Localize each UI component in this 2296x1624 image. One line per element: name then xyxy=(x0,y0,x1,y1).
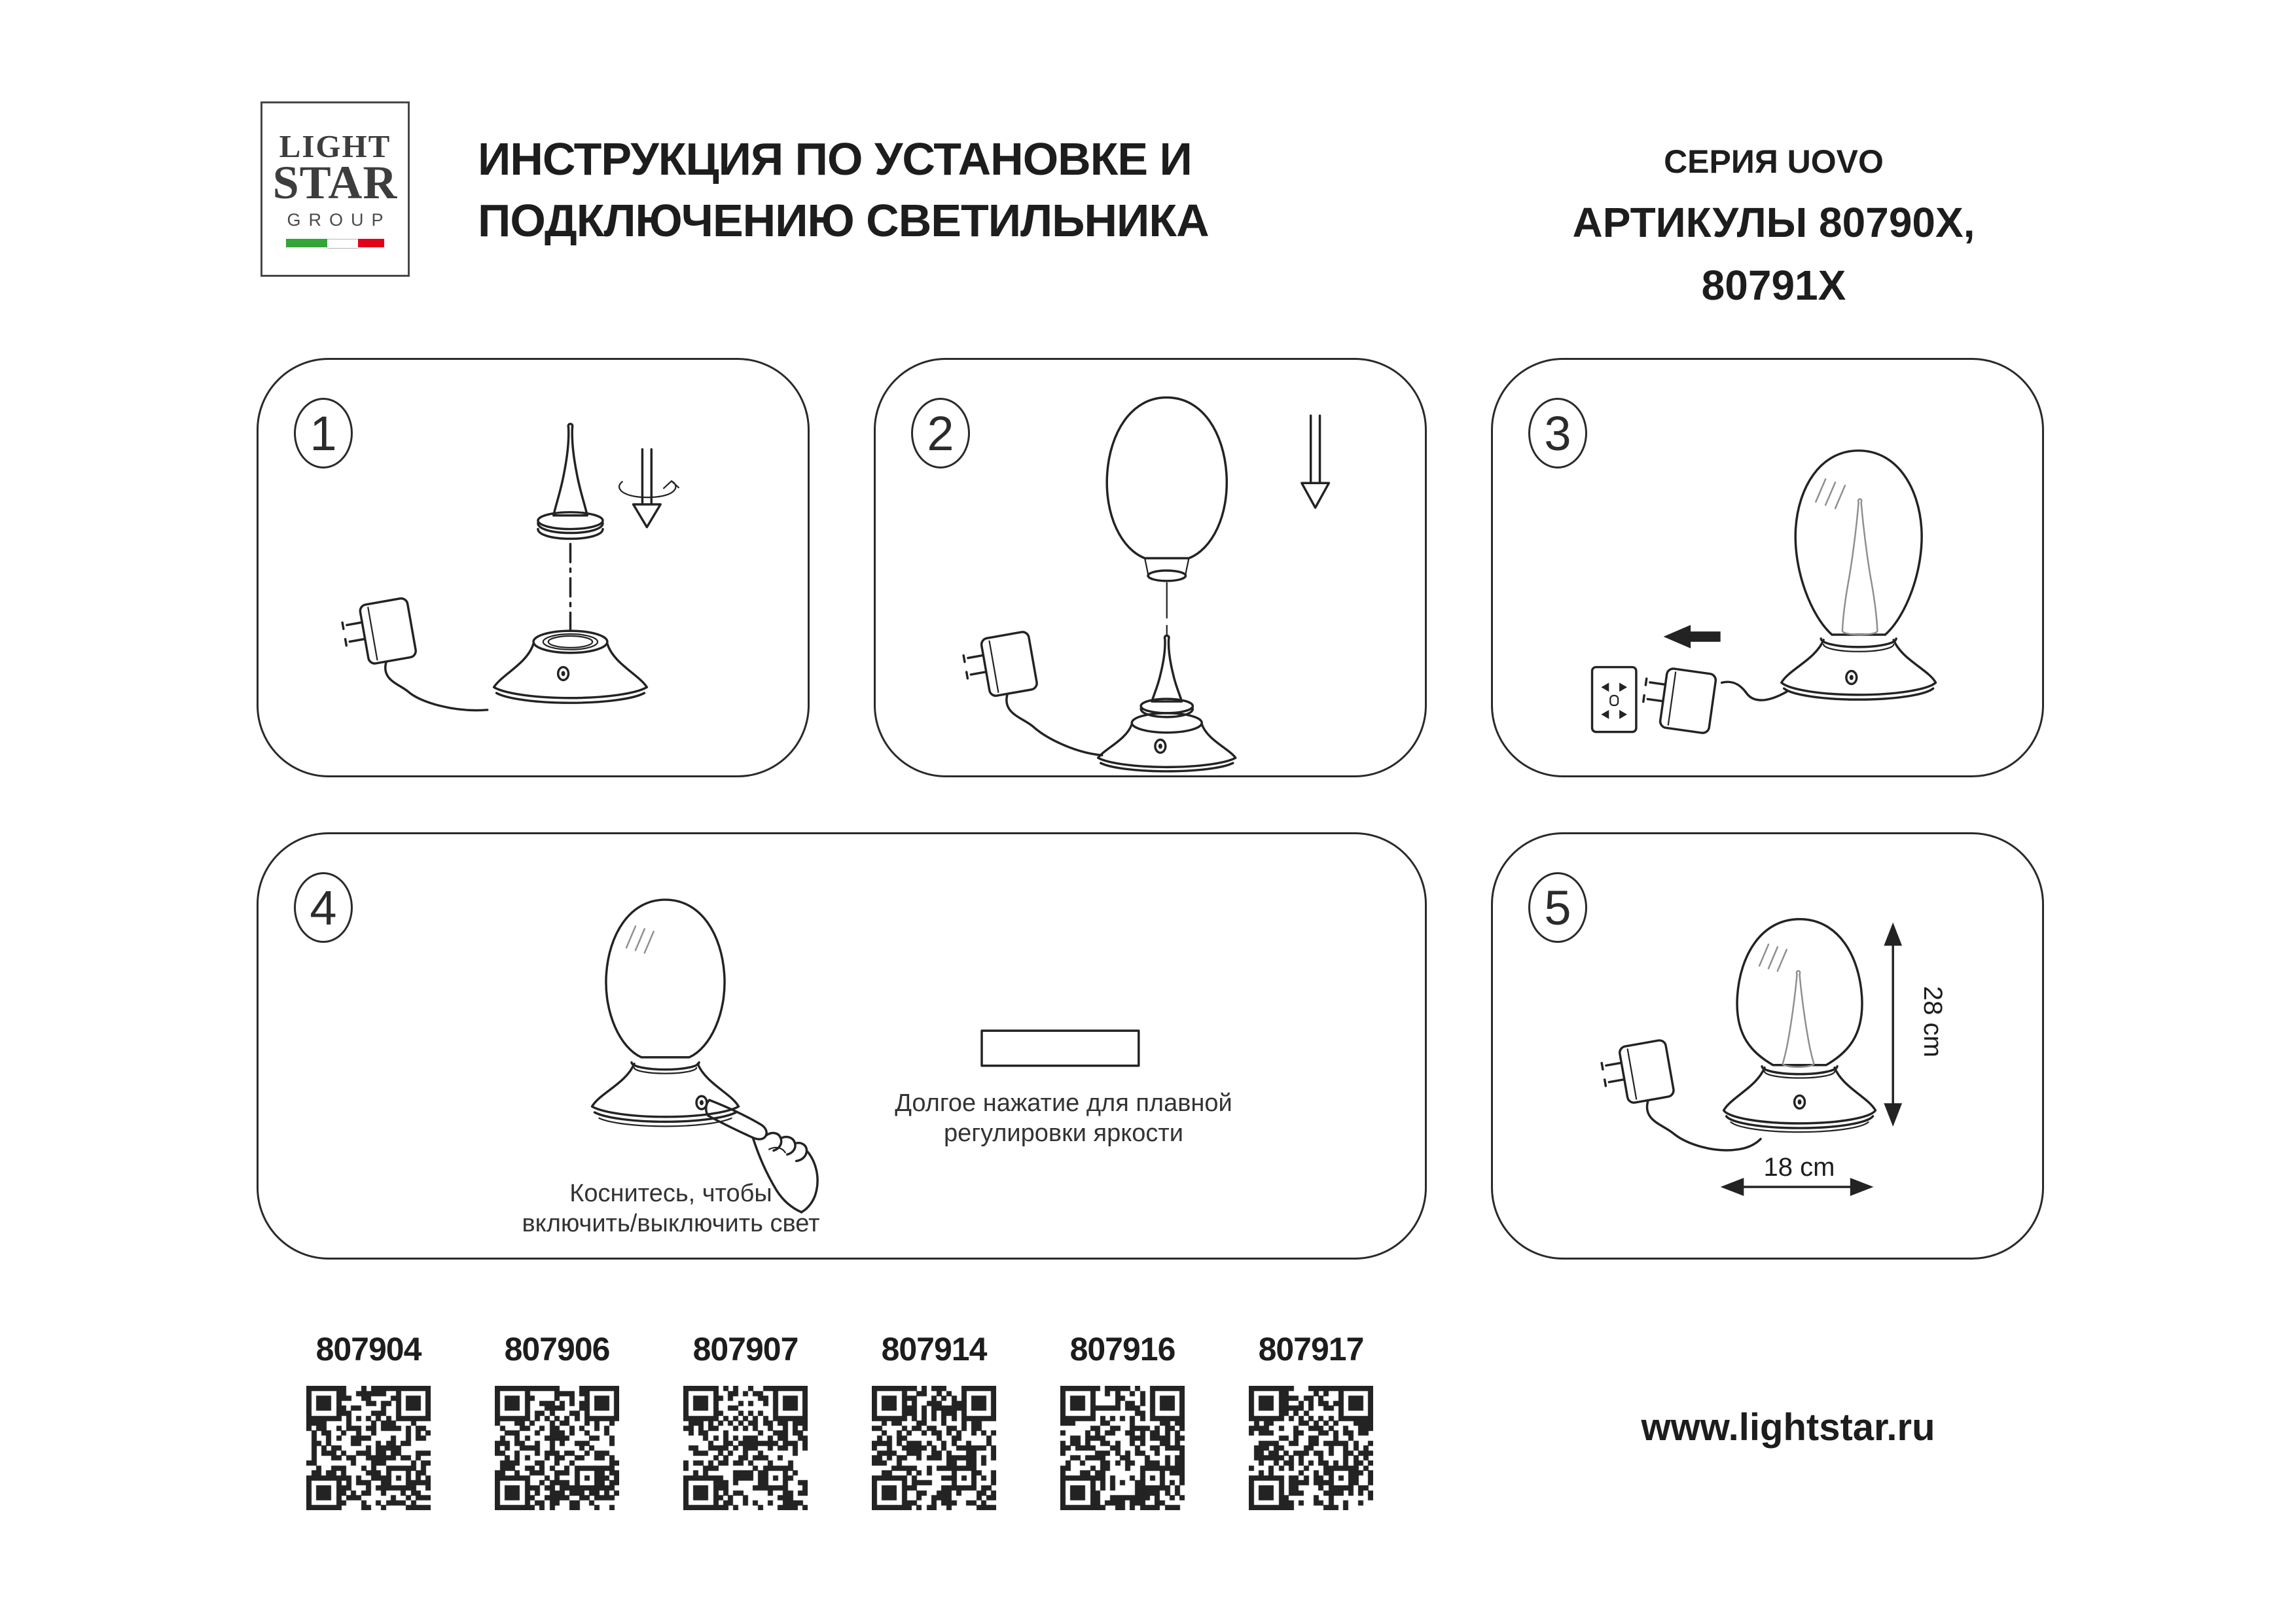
assembled-lamp-icon xyxy=(1724,919,1876,1132)
logo-text-group: GROUP xyxy=(287,209,391,230)
italian-flag-icon xyxy=(286,239,384,247)
step-number-badge xyxy=(294,398,353,468)
article-block xyxy=(1060,1332,1185,1510)
down-arrow-icon xyxy=(1302,415,1329,508)
step-3-panel xyxy=(1491,358,2044,777)
glass-highlight xyxy=(1759,944,1787,971)
step-5-panel xyxy=(1491,832,2044,1260)
power-cord xyxy=(1722,682,1787,700)
series-name: СЕРИЯ UOVO xyxy=(1664,143,1884,180)
inner-spike xyxy=(1842,499,1877,631)
page-title xyxy=(478,128,1209,251)
article-number: 807916 xyxy=(1069,1331,1175,1368)
qr-code xyxy=(1060,1386,1185,1510)
step-1-panel xyxy=(257,358,810,777)
step-number: 1 xyxy=(310,406,337,461)
qr-code xyxy=(683,1386,808,1510)
screw-rotation-arrow-icon xyxy=(619,450,679,527)
assembled-lamp-icon xyxy=(592,900,739,1126)
wall-socket-icon xyxy=(1592,667,1636,732)
lamp-base-icon xyxy=(1098,713,1236,771)
power-adapter-icon xyxy=(1600,1039,1761,1150)
power-cord xyxy=(1647,1101,1761,1150)
qr-code xyxy=(306,1386,431,1510)
step-number-badge xyxy=(1528,872,1587,943)
qr-code xyxy=(1249,1386,1373,1510)
website-url: www.lightstar.ru xyxy=(1641,1406,1935,1449)
flag-white-stripe xyxy=(327,239,358,249)
articles-line2: 80791Х xyxy=(1701,262,1846,309)
power-cord xyxy=(1007,694,1102,755)
long-press-caption xyxy=(880,1088,1247,1148)
glass-highlight xyxy=(626,927,654,953)
lightstar-logo xyxy=(260,101,410,277)
article-number: 807906 xyxy=(504,1331,610,1368)
flag-green-stripe xyxy=(286,239,327,247)
spike-diffuser-icon xyxy=(538,424,603,539)
article-block xyxy=(1249,1332,1373,1510)
step-number-badge xyxy=(294,872,353,943)
article-number: 807904 xyxy=(315,1331,422,1368)
glass-highlight xyxy=(1816,479,1845,508)
step-number: 5 xyxy=(1544,880,1571,935)
qr-code xyxy=(872,1386,996,1510)
touch-caption-line1: Коснитесь, чтобы xyxy=(569,1180,772,1207)
long-press-indicator xyxy=(982,1031,1139,1066)
glass-shade-icon xyxy=(1107,397,1227,580)
inner-spike xyxy=(1783,971,1814,1064)
step-number: 2 xyxy=(927,406,954,461)
article-block xyxy=(306,1332,431,1510)
power-cord xyxy=(386,662,488,711)
lamp-base-icon xyxy=(494,631,647,703)
flag-red-stripe xyxy=(358,239,385,247)
page-title-line1: ИНСТРУКЦИЯ ПО УСТАНОВКЕ И xyxy=(478,133,1192,185)
step-number-badge xyxy=(911,398,970,468)
height-dimension-arrow xyxy=(1884,923,1902,1127)
power-adapter-icon xyxy=(1640,665,1717,734)
step-4-panel xyxy=(257,832,1427,1260)
article-number: 807917 xyxy=(1258,1331,1364,1368)
step-number-badge xyxy=(1528,398,1587,468)
logo-text-star: STAR xyxy=(272,156,398,209)
article-numbers-heading xyxy=(1525,191,2022,317)
step-2-panel xyxy=(874,358,1427,777)
article-number: 807907 xyxy=(692,1331,798,1368)
logo-text-light: LIGHT xyxy=(279,128,391,164)
long-press-caption-line1: Долгое нажатие для плавной xyxy=(895,1089,1232,1117)
article-block xyxy=(683,1332,808,1510)
article-block xyxy=(872,1332,996,1510)
step-number: 4 xyxy=(310,880,337,935)
qr-code xyxy=(495,1386,619,1510)
step-number: 3 xyxy=(1544,406,1571,461)
long-press-caption-line2: регулировки яркости xyxy=(943,1120,1184,1147)
assembled-lamp-icon xyxy=(1782,451,1936,699)
height-dimension-label: 28 cm xyxy=(1918,986,1947,1057)
touch-caption-line2: включить/выключить свет xyxy=(522,1210,820,1237)
plug-direction-arrow-icon xyxy=(1664,625,1721,648)
articles-line1: АРТИКУЛЫ 80790Х, xyxy=(1572,199,1975,246)
touch-caption xyxy=(475,1178,867,1239)
spike-diffuser-icon xyxy=(1141,636,1193,717)
power-adapter-icon xyxy=(340,597,487,711)
article-number: 807914 xyxy=(881,1331,987,1368)
article-block xyxy=(495,1332,619,1510)
page-title-line2: ПОДКЛЮЧЕНИЮ СВЕТИЛЬНИКА xyxy=(478,195,1209,246)
width-dimension-label: 18 cm xyxy=(1763,1153,1835,1182)
power-adapter-icon xyxy=(961,631,1102,755)
